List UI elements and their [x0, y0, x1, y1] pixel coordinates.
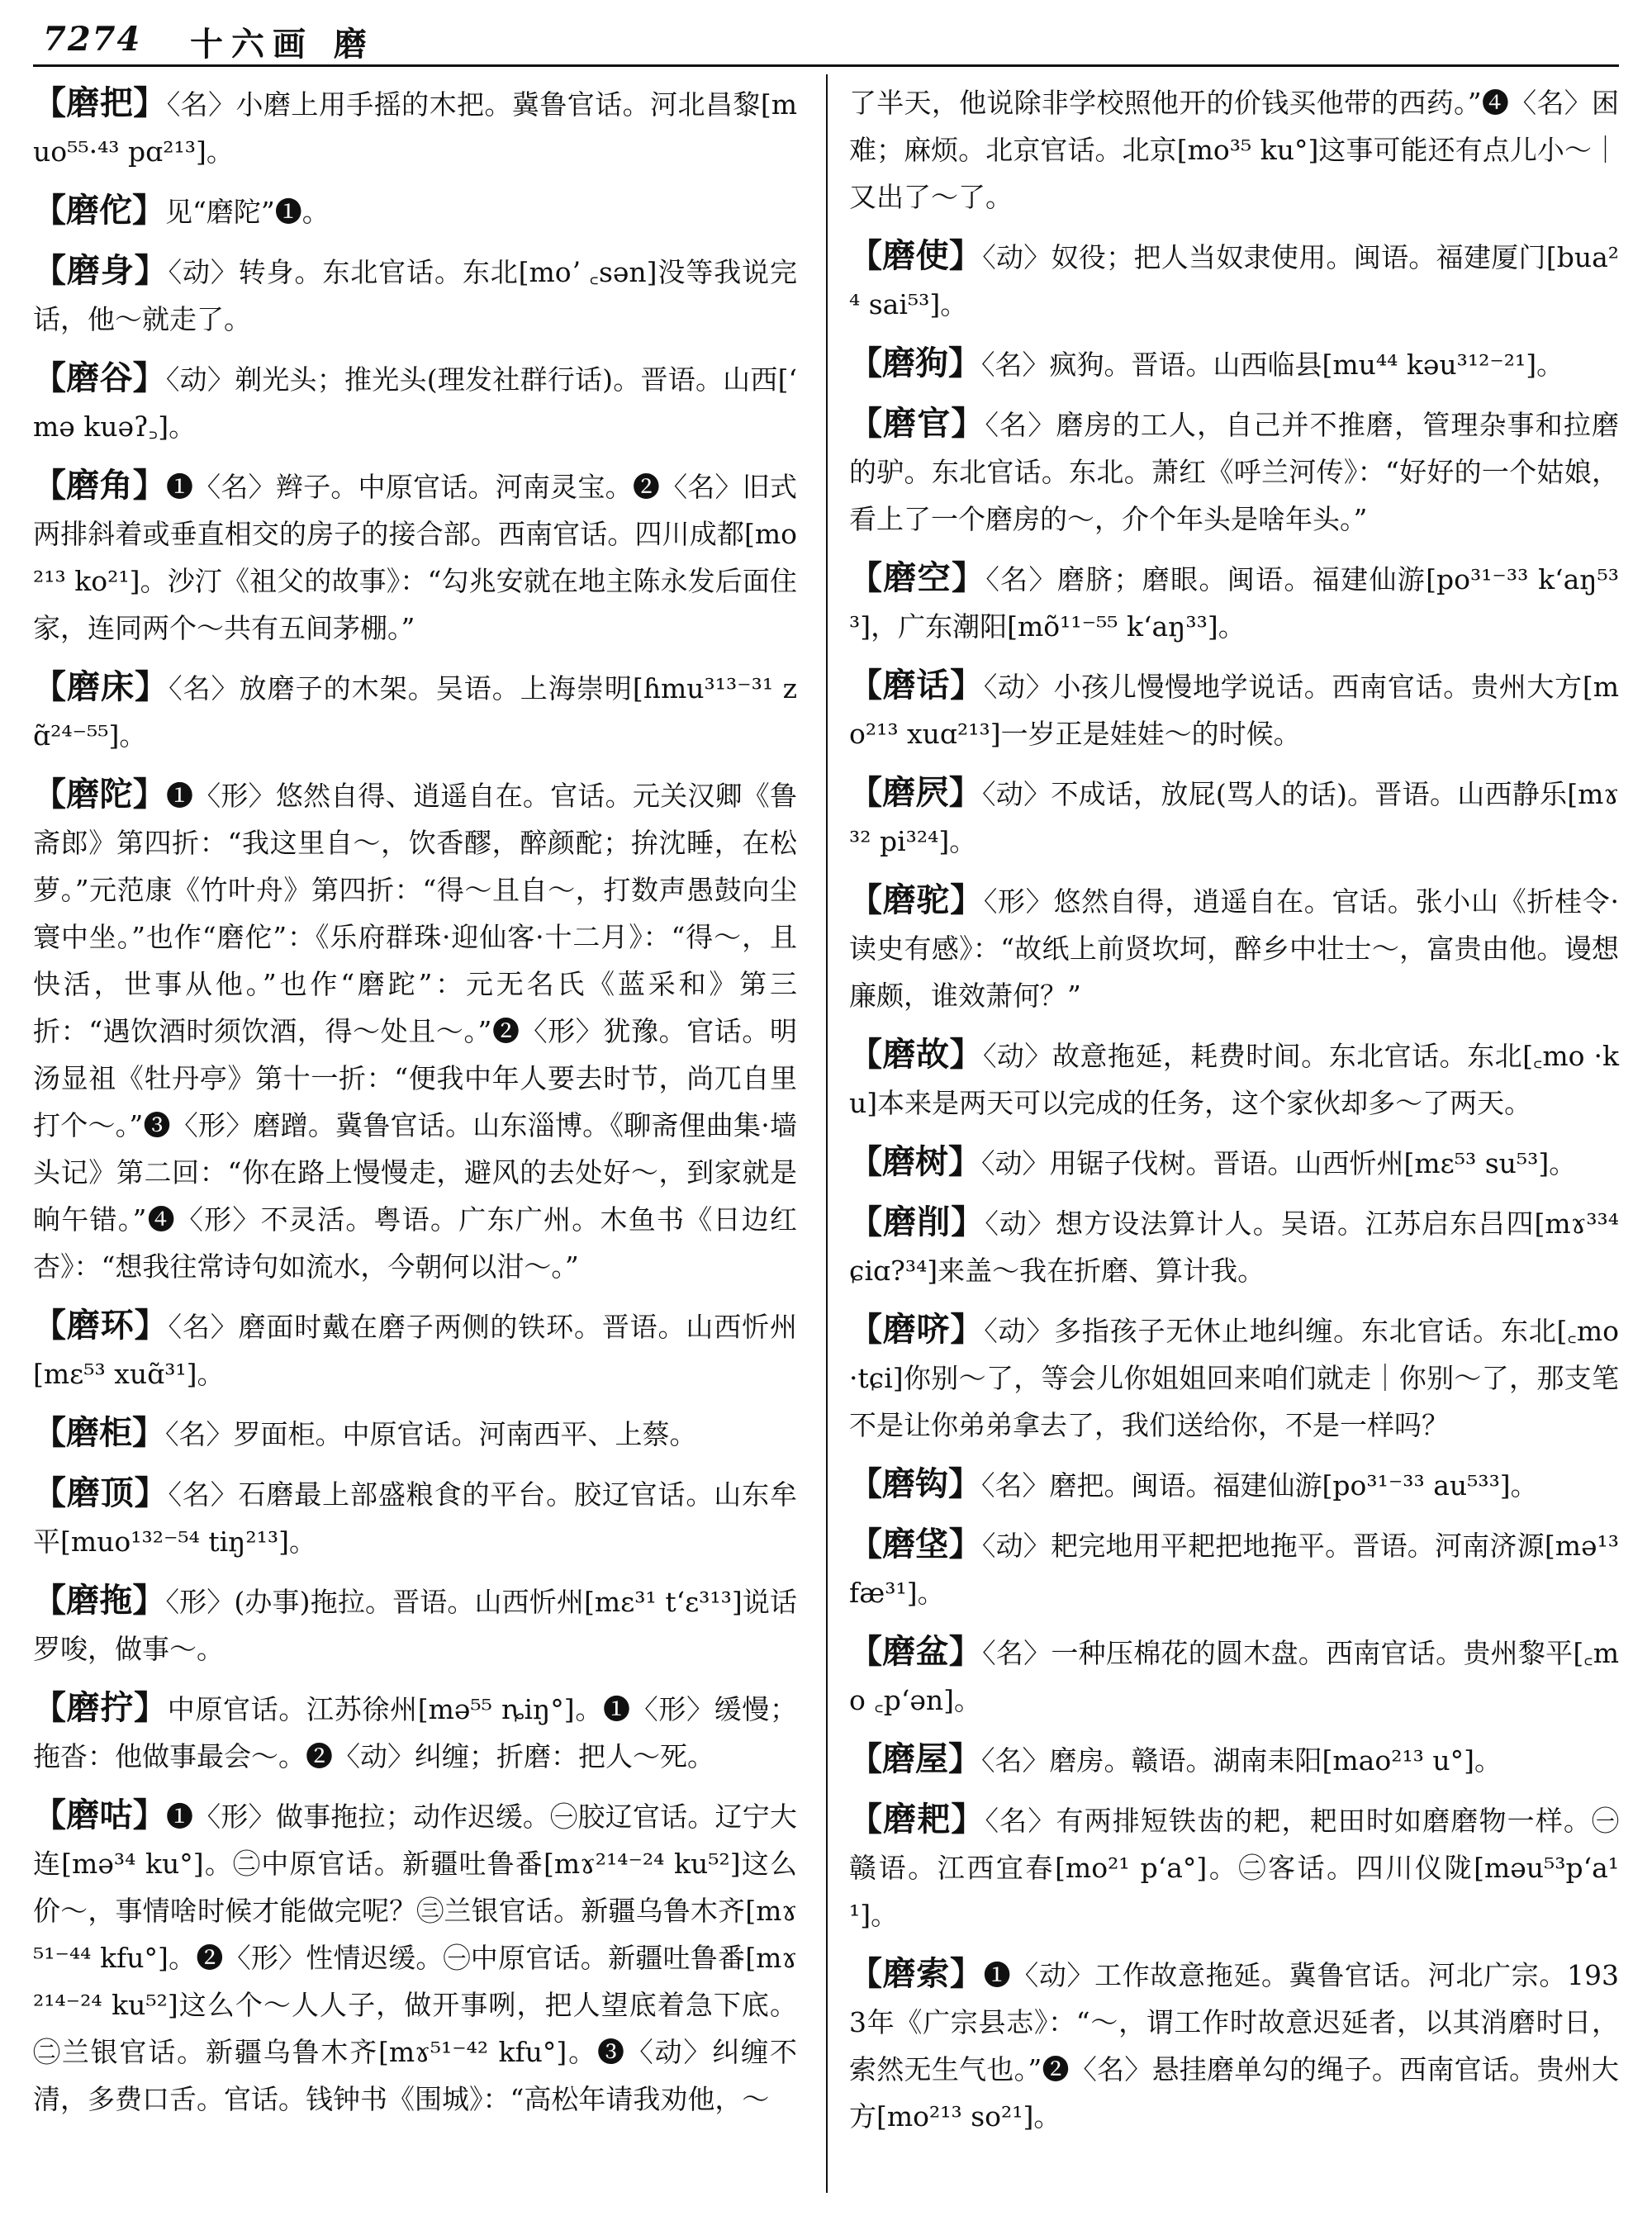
entry-definition: 〈名〉石磨最上部盛粮食的平台。胶辽官话。山东牟平[muo¹³²⁻⁵⁴ tiŋ²¹³]。	[33, 1478, 798, 1558]
dictionary-entry	[849, 1796, 1619, 1938]
dictionary-entry	[849, 554, 1619, 650]
dictionary-entry	[33, 771, 797, 1290]
entry-definition: 〈形〉(办事)拖拉。晋语。山西忻州[mɛ³¹ tʻɛ³¹³]说话罗唆，做事～。	[33, 1586, 798, 1665]
dictionary-entry	[33, 354, 797, 450]
entry-definition: 〈动〉耙完地用平耙把地拖平。晋语。河南济源[mə¹³ fæ³¹]。	[849, 1530, 1620, 1609]
entry-headword: 【磨屄】	[849, 773, 983, 812]
header-rule	[33, 64, 1619, 67]
entry-headword: 【磨盆】	[849, 1632, 983, 1671]
dictionary-entry	[849, 1306, 1619, 1449]
entry-definition: 〈动〉用锯子伐树。晋语。山西忻州[mɛ⁵³ su⁵³]。	[981, 1147, 1577, 1179]
dictionary-entry	[849, 876, 1619, 1019]
dictionary-entry	[849, 1138, 1619, 1187]
entry-headword: 【磨咕】	[33, 1796, 166, 1834]
entry-headword: 【磨环】	[33, 1306, 169, 1345]
dictionary-entry	[33, 247, 797, 343]
dictionary-entry	[849, 1628, 1619, 1724]
entry-definition: 〈名〉小磨上用手摇的木把。冀鲁官话。河北昌黎[muo⁵⁵·⁴³ pɑ²¹³]。	[33, 88, 798, 168]
dictionary-entry	[33, 1302, 797, 1397]
entry-definition: 〈名〉疯狗。晋语。山西临县[mu⁴⁴ kəu³¹²⁻²¹]。	[981, 349, 1564, 381]
dictionary-entry-continued	[849, 79, 1619, 221]
entry-headword: 【磨削】	[849, 1203, 985, 1241]
entry-headword: 【磨谷】	[33, 358, 166, 397]
entry-definition: ❶〈形〉做事拖拉；动作迟缓。㊀胶辽官话。辽宁大连[mə³⁴ ku°]。㊁中原官话。新疆吐鲁番[mɤ²¹⁴⁻²⁴ ku⁵²]这么价～，事情啥时候才能做完呢？㊂兰银官话。新疆乌鲁木齐[mɤ⁵¹⁻⁴⁴ kfu°]。❷〈形〉性情迟缓。㊀中原官话。新疆吐鲁番[mɤ²¹⁴⁻²⁴ ku⁵²]这么个～人人子，做开事咧，把人望底着急下底。㊁兰银官话。新疆乌鲁木齐[mɤ⁵¹⁻⁴² kfu°]。❸〈动〉纠缠不清，多费口舌。官话。钱钟书《围城》：“高松年请我劝他，～	[33, 1801, 798, 2115]
entry-definition: 中原官话。江苏徐州[mə⁵⁵ ȵiŋ°]。❶〈形〉缓慢；拖沓：他做事最会～。❷〈动〉纠缠；折磨：把人～死。	[33, 1693, 797, 1772]
entry-headword: 【磨树】	[849, 1142, 981, 1181]
entry-definition: 〈名〉磨把。闽语。福建仙游[po³¹⁻³³ au⁵³³]。	[981, 1469, 1538, 1502]
dictionary-entry	[849, 1950, 1619, 2140]
entry-definition: 〈动〉小孩儿慢慢地学说话。西南官话。贵州大方[mo²¹³ xuɑ²¹³]一岁正是娃娃～的时候。	[849, 671, 1620, 750]
entry-headword: 【磨话】	[849, 666, 984, 705]
entry-headword: 【磨官】	[849, 404, 985, 443]
entry-definition: 〈名〉罗面柜。中原官话。河南西平、上蔡。	[165, 1418, 697, 1450]
dictionary-entry	[849, 1031, 1619, 1127]
entry-headword: 【磨狗】	[849, 344, 981, 382]
entry-headword: 【磨角】	[33, 466, 166, 505]
dictionary-entry	[849, 1460, 1619, 1509]
dictionary-entry	[33, 1469, 797, 1565]
entry-headword: 【磨把】	[33, 83, 167, 122]
dictionary-entry	[849, 662, 1619, 757]
dictionary-entry	[33, 79, 797, 175]
dictionary-entry	[33, 187, 797, 235]
entry-definition: 〈动〉转身。东北官话。东北[moʼ ꜀sən]没等我说完话，他～就走了。	[33, 256, 797, 335]
dictionary-entry	[33, 462, 797, 652]
left-column	[33, 79, 797, 2123]
entry-headword: 【磨陀】	[33, 775, 166, 814]
entry-definition: 〈动〉想方设法算计人。吴语。江苏启东吕四[mɤ³³⁴ ɕiɑ?³⁴]来盖～我在折磨、算计我。	[849, 1208, 1620, 1287]
dictionary-entry	[849, 232, 1619, 328]
dictionary-entry	[33, 1409, 797, 1458]
entry-headword: 【磨拧】	[33, 1688, 168, 1727]
entry-headword: 【磨哜】	[849, 1310, 985, 1349]
entry-definition: 〈动〉故意拖延，耗费时间。东北官话。东北[꜀mo ·ku]本来是两天可以完成的任务，这个家伙却多～了两天。	[849, 1040, 1619, 1119]
dictionary-entry	[33, 663, 797, 759]
dictionary-entry	[849, 1735, 1619, 1784]
entry-definition: 〈名〉磨脐；磨眼。闽语。福建仙游[po³¹⁻³³ kʻaŋ⁵³³]，广东潮阳[mõ¹¹⁻⁵⁵ kʻaŋ³³]。	[849, 563, 1619, 643]
entry-definition: 〈名〉放磨子的木架。吴语。上海崇明[ɦmu³¹³⁻³¹ zɑ̃²⁴⁻⁵⁵]。	[33, 672, 797, 752]
page-number: 7274	[43, 20, 142, 59]
entry-headword: 【磨垡】	[849, 1525, 982, 1563]
entry-headword: 【磨空】	[849, 558, 986, 597]
dictionary-entry	[33, 1577, 797, 1672]
dictionary-entry	[849, 1521, 1619, 1616]
entry-headword: 【磨驼】	[849, 880, 984, 919]
entry-definition: 〈动〉不成话，放屁(骂人的话)。晋语。山西静乐[mɤ³² pi³²⁴]。	[849, 778, 1620, 857]
dictionary-entry	[33, 1791, 797, 2123]
column-divider	[826, 74, 828, 2193]
entry-headword: 【磨佗】	[33, 191, 165, 230]
entry-headword: 【磨耙】	[849, 1800, 985, 1839]
entry-headword: 【磨柜】	[33, 1413, 165, 1452]
entry-definition: ❶〈形〉悠然自得、逍遥自在。官话。元关汉卿《鲁斋郎》第四折：“我这里自～，饮香醪，醉颜酡；拚沈睡，在松萝。”元范康《竹叶舟》第四折：“得～且自～，打数声愚鼓向尘寰中坐。”也作“磨佗”：《乐府群珠·迎仙客·十二月》：“得～，且快活，世事从他。”也作“磨跎”：元无名氏《蓝采和》第三折：“遇饮酒时须饮酒，得～处且～。”❷〈形〉犹豫。官话。明汤显祖《牡丹亭》第十一折：“便我中年人要去时节，尚兀自里打个～。”❸〈形〉磨蹭。冀鲁官话。山东淄博。《聊斋俚曲集·墙头记》第二回：“你在路上慢慢走，避风的去处好～，到家就是晌午错。”❹〈形〉不灵活。粤语。广东广州。木鱼书《日边红杏》：“想我往常诗句如流水，今朝何以泔～。”	[33, 780, 798, 1283]
dictionary-entry	[849, 769, 1619, 865]
dictionary-entry	[33, 1684, 797, 1780]
entry-definition: 〈动〉剃光头；推光头(理发社群行话)。晋语。山西[ʻmə kuəʔ꜆]。	[33, 363, 797, 443]
entry-headword: 【磨故】	[849, 1035, 983, 1074]
entry-headword: 【磨顶】	[33, 1473, 169, 1512]
entry-definition: 见“磨陀”❶。	[165, 196, 330, 228]
entry-headword: 【磨使】	[849, 236, 983, 275]
entry-headword: 【磨钩】	[849, 1464, 981, 1503]
entry-headword: 【磨拖】	[33, 1581, 166, 1620]
entry-definition: 了半天，他说除非学校照他开的价钱买他带的西药。”❹〈名〉困难；麻烦。北京官话。北京[mo³⁵ ku°]这事可能还有点儿小～｜又出了～了。	[849, 87, 1619, 213]
dictionary-entry	[849, 400, 1619, 543]
entry-definition: 〈名〉磨房。赣语。湖南耒阳[mao²¹³ u°]。	[981, 1744, 1502, 1777]
entry-definition: 〈名〉有两排短铁齿的耙，耙田时如磨磨物一样。㊀赣语。江西宜春[mo²¹ pʻa°]。㊁客话。四川仪陇[məu⁵³pʻa¹¹]。	[849, 1805, 1620, 1931]
entry-headword: 【磨索】	[849, 1954, 984, 1993]
entry-definition: 〈动〉多指孩子无休止地纠缠。东北官话。东北[꜀mo ·tɕi]你别～了，等会儿你姐姐回来咱们就走｜你别～了，那支笔不是让你弟弟拿去了，我们送给你，不是一样吗？	[849, 1315, 1620, 1441]
dictionary-entry	[849, 339, 1619, 388]
entry-definition: 〈形〉悠然自得，逍遥自在。官话。张小山《折桂令·读史有感》：“故纸上前贤坎坷，醉乡中壮士～，富贵由他。谩想廉颇，谁效萧何？”	[849, 885, 1620, 1012]
entry-definition: 〈名〉磨房的工人，自己并不推磨，管理杂事和拉磨的驴。东北官话。东北。萧红《呼兰河传》：“好好的一个姑娘，看上了一个磨房的～，介个年头是啥年头。”	[849, 409, 1620, 535]
right-column	[849, 79, 1619, 2140]
entry-headword: 【磨床】	[33, 667, 169, 706]
entry-headword: 【磨屋】	[849, 1739, 981, 1778]
dictionary-entry	[849, 1198, 1619, 1294]
page-header	[33, 12, 1619, 64]
page-title: 十六画 磨	[190, 25, 375, 64]
entry-definition: ❶〈动〉工作故意拖延。冀鲁官话。河北广宗。1933年《广宗县志》：“～，谓工作时故意迟延者，以其消磨时日，索然无生气也。”❷〈名〉悬挂磨单勾的绳子。西南官话。贵州大方[mo²¹³ so²¹]。	[849, 1959, 1619, 2133]
entry-definition: 〈名〉一种压棉花的圆木盘。西南官话。贵州黎平[꜀mo ꜀pʻən]。	[849, 1637, 1619, 1716]
entry-headword: 【磨身】	[33, 251, 169, 290]
entry-definition: ❶〈名〉辫子。中原官话。河南灵宝。❷〈名〉旧式两排斜着或垂直相交的房子的接合部。西南官话。四川成都[mo²¹³ ko²¹]。沙汀《祖父的故事》：“勾兆安就在地主陈永发后面住家，连同两个～共有五间茅棚。”	[33, 471, 798, 644]
entry-definition: 〈名〉磨面时戴在磨子两侧的铁环。晋语。山西忻州[mɛ⁵³ xuɑ̃³¹]。	[33, 1311, 798, 1390]
entry-definition: 〈动〉奴役；把人当奴隶使用。闽语。福建厦门[bua²⁴ sai⁵³]。	[849, 241, 1620, 320]
